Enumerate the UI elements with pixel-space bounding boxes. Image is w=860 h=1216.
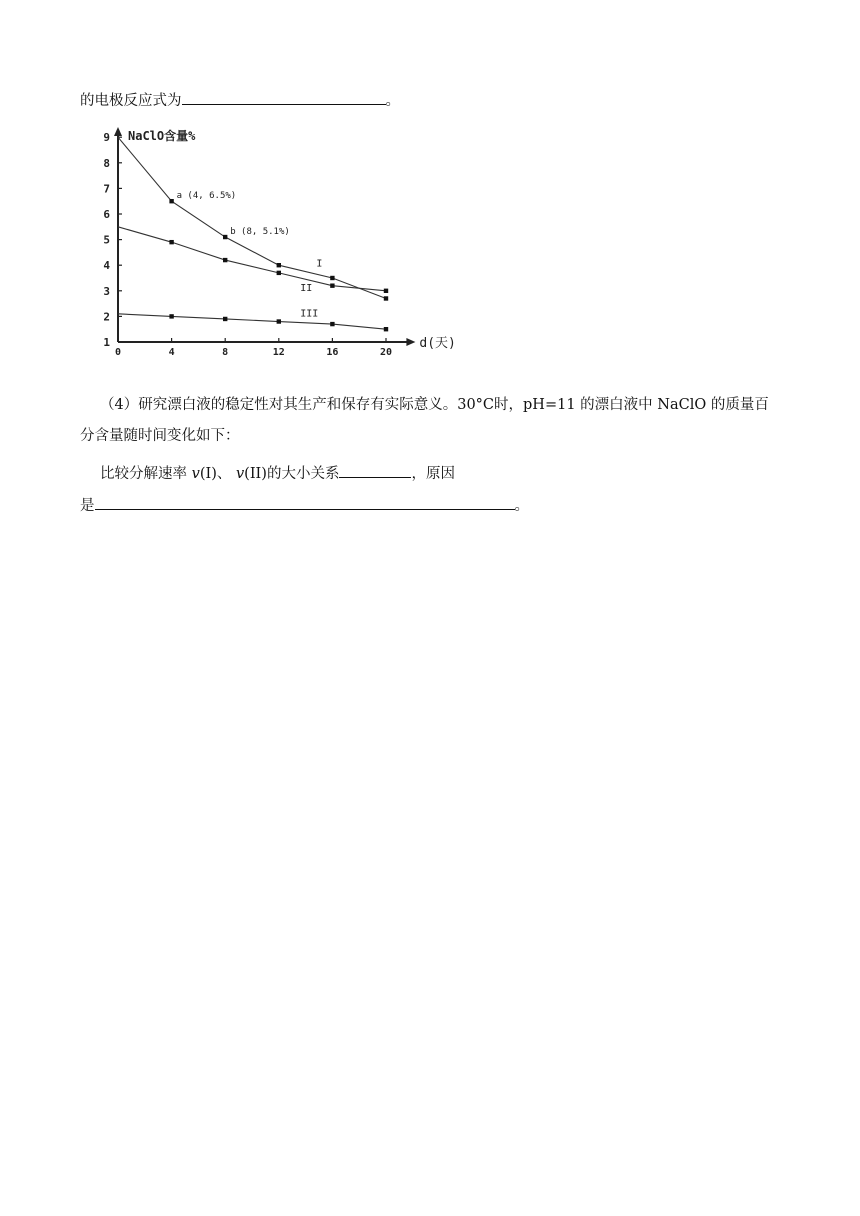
data-point-II bbox=[330, 283, 334, 287]
naclo-content-chart bbox=[80, 122, 480, 367]
data-point-II bbox=[169, 240, 173, 244]
point-annotation: b (8, 5.1%) bbox=[230, 227, 290, 238]
answer-blank[interactable] bbox=[182, 89, 386, 105]
data-point-I bbox=[223, 235, 227, 239]
data-point-III bbox=[223, 317, 227, 321]
point-annotation: a (4, 6.5%) bbox=[176, 191, 237, 202]
reason-prefix: 是 bbox=[80, 498, 95, 514]
data-point-II bbox=[277, 271, 281, 275]
data-point-III bbox=[277, 319, 281, 323]
data-point-II bbox=[223, 258, 227, 262]
x-tick-label: 12 bbox=[272, 347, 285, 358]
x-tick-label: 0 bbox=[114, 347, 122, 358]
y-tick-label: 6 bbox=[103, 208, 110, 221]
series-line-I bbox=[118, 137, 386, 298]
series-line-III bbox=[118, 314, 386, 329]
series-name-label-II: II bbox=[300, 282, 313, 294]
x-tick-label: 8 bbox=[222, 347, 229, 358]
data-point-III bbox=[169, 314, 173, 318]
x-axis-label: d(天) bbox=[419, 336, 456, 351]
x-axis-arrow bbox=[406, 338, 415, 346]
y-tick-label: 1 bbox=[103, 336, 110, 349]
x-tick-label: 16 bbox=[326, 347, 339, 358]
y-tick-label: 5 bbox=[103, 233, 110, 247]
question-4-para1: （4）研究漂白液的稳定性对其生产和保存有实际意义。30°C时，pH=11 的漂白液中 NaClO 的质量百 bbox=[100, 397, 769, 413]
y-axis-label: NaClO含量% bbox=[128, 129, 196, 143]
x-tick-label: 20 bbox=[379, 347, 393, 358]
y-tick-label: 3 bbox=[103, 284, 110, 298]
data-point-I bbox=[384, 296, 388, 300]
compare-prefix: 比较分解速率 bbox=[100, 466, 192, 482]
v1-arg: (I)、 bbox=[199, 466, 236, 482]
series-name-label-I: I bbox=[316, 258, 323, 270]
data-point-I bbox=[330, 276, 334, 280]
compare-line bbox=[100, 462, 455, 484]
y-tick-label: 4 bbox=[103, 259, 110, 273]
y-tick-label: 2 bbox=[103, 310, 110, 324]
series-name-label-III: III bbox=[300, 308, 319, 320]
data-point-I bbox=[277, 263, 281, 267]
y-tick-label: 7 bbox=[103, 182, 110, 196]
compare-suffix: ，原因 bbox=[411, 466, 455, 482]
reason-end: 。 bbox=[514, 498, 529, 514]
y-tick-label: 9 bbox=[103, 131, 110, 145]
data-point-II bbox=[384, 289, 388, 293]
relation-blank[interactable] bbox=[339, 462, 411, 478]
v1-symbol: v bbox=[191, 466, 200, 482]
v2-symbol: v bbox=[235, 466, 245, 482]
reason-line bbox=[80, 494, 529, 516]
y-tick-label: 8 bbox=[103, 156, 110, 170]
period: 。 bbox=[385, 93, 400, 109]
question-4-para2: 分含量随时间变化如下： bbox=[80, 428, 240, 444]
reason-blank[interactable] bbox=[95, 494, 515, 510]
y-axis-arrow bbox=[114, 127, 122, 136]
data-point-I bbox=[169, 199, 173, 203]
data-point-III bbox=[330, 322, 334, 326]
v2-arg: (II)的大小关系 bbox=[244, 466, 340, 482]
answer-line-electrode bbox=[80, 89, 400, 111]
x-tick-label: 4 bbox=[168, 347, 175, 358]
prompt-text: 的电极反应式为 bbox=[80, 93, 182, 109]
data-point-III bbox=[384, 327, 388, 331]
